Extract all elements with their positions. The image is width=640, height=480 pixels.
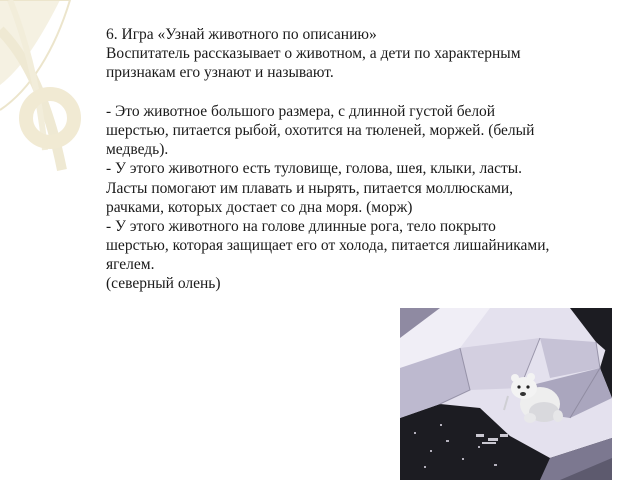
- riddle-1-line-3: медведь).: [106, 141, 169, 159]
- riddle-3-line-3: ягелем.: [106, 256, 155, 274]
- intro-line-2: признакам его узнают и называют.: [106, 64, 334, 82]
- riddle-1-line-2: шерстью, питается рыбой, охотится на тюленей, моржей. (белый: [106, 121, 535, 139]
- riddle-1-line-1: - Это животное большого размера, с длинной густой белой: [106, 102, 496, 120]
- riddle-2-line-2: Ласты помогают им плавать и нырять, питается моллюсками,: [106, 179, 514, 197]
- polar-bear-picture: [400, 308, 612, 480]
- slide-text: [106, 25, 626, 294]
- riddle-2-line-3: рачками, которых достает со дна моря. (морж): [106, 198, 413, 216]
- riddle-3-line-1: - У этого животного на голове длинные рога, тело покрыто: [106, 217, 496, 235]
- riddle-2-line-1: - У этого животного есть туловище, голова, шея, клыки, ласты.: [106, 160, 523, 178]
- intro-line-1: Воспитатель рассказывает о животном, а дети по характерным: [106, 45, 521, 63]
- slide-heading: 6. Игра «Узнай животного по описанию»: [106, 26, 377, 43]
- riddle-3-answer: (северный олень): [106, 275, 221, 293]
- riddle-3-line-2: шерстью, которая защищает его от холода, питается лишайниками,: [106, 237, 550, 255]
- background-decoration: [0, 0, 110, 480]
- paragraph-gap: [106, 83, 626, 102]
